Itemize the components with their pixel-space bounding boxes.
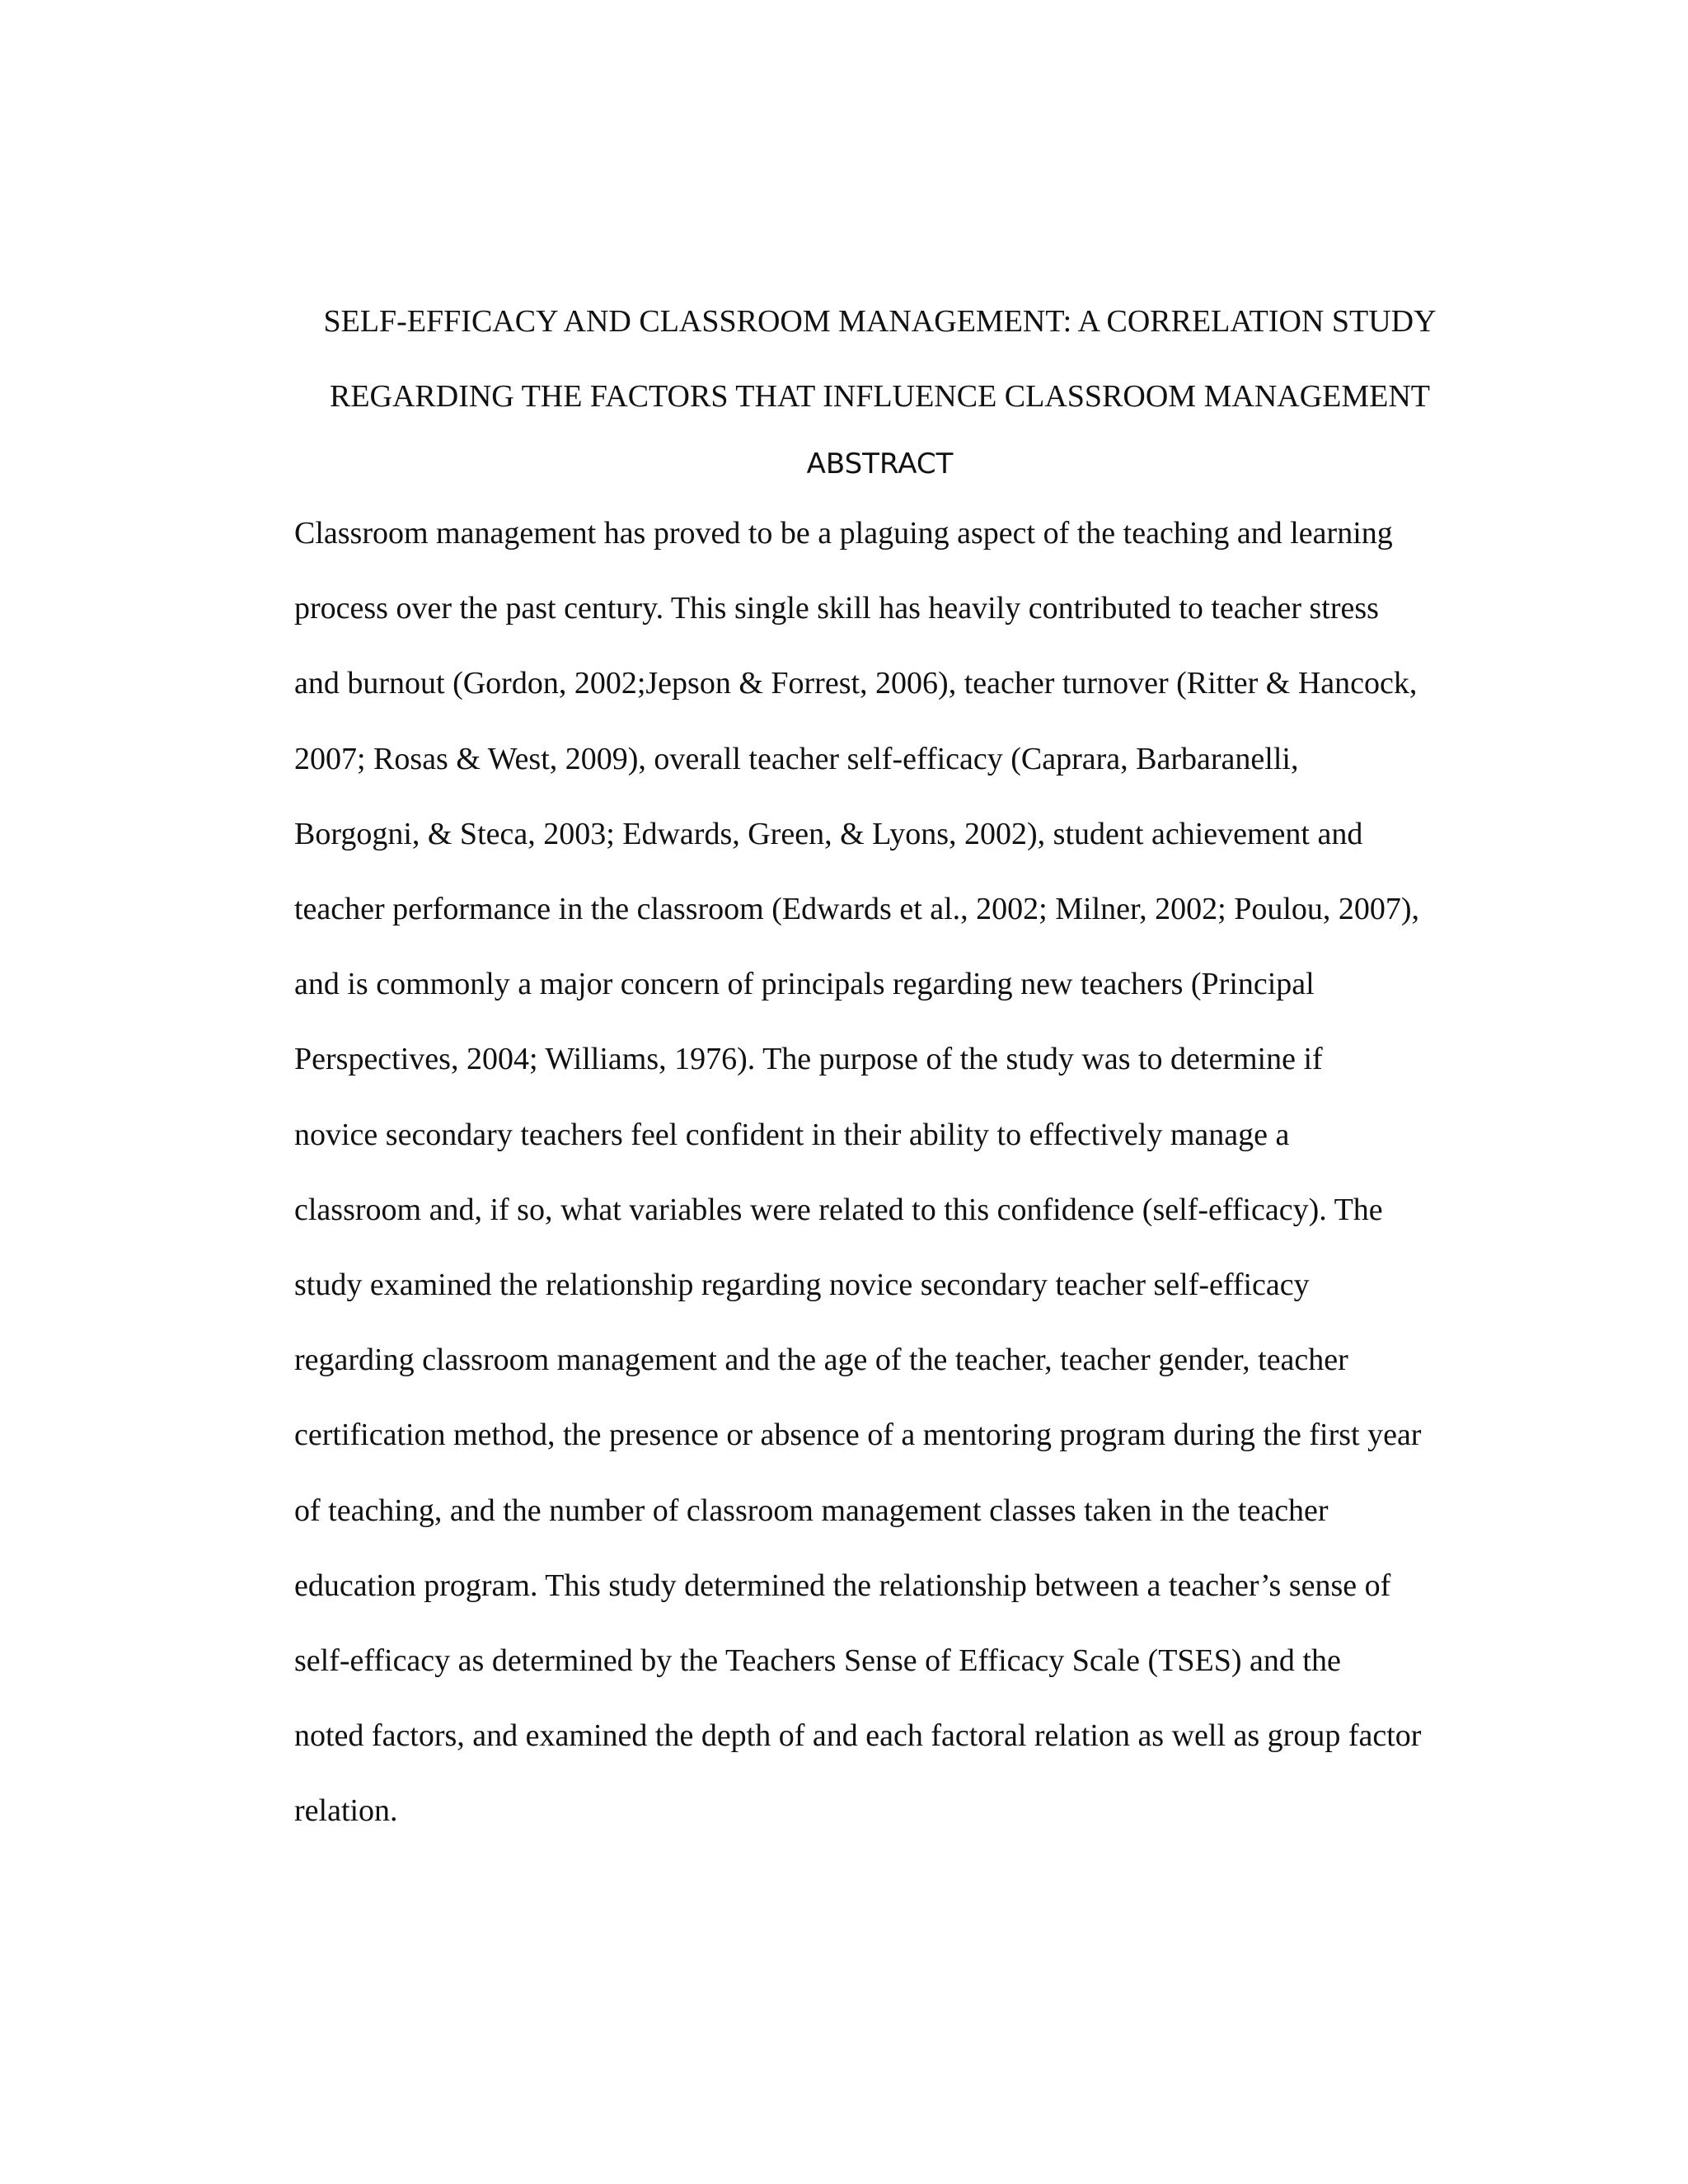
abstract-line: Perspectives, 2004; Williams, 1976). The purpose of the study was to determine if (294, 1042, 1323, 1077)
title-line: REGARDING THE FACTORS THAT INFLUENCE CLASSROOM MANAGEMENT (329, 379, 1431, 414)
abstract-line: education program. This study determined the relationship between a teacher’s sense of (294, 1568, 1391, 1603)
abstract-line: certification method, the presence or absence of a mentoring program during the first year (294, 1418, 1422, 1453)
abstract-line: Classroom management has proved to be a plaguing aspect of the teaching and learning (294, 516, 1393, 551)
abstract-line: of teaching, and the number of classroom management classes taken in the teacher (294, 1493, 1329, 1528)
abstract-line: relation. (294, 1793, 398, 1829)
abstract-line: process over the past century. This single skill has heavily contributed to teacher stress (294, 591, 1379, 626)
abstract-line: novice secondary teachers feel confident in their ability to effectively manage a (294, 1117, 1290, 1152)
abstract-line: regarding classroom management and the age of the teacher, teacher gender, teacher (294, 1343, 1348, 1378)
abstract-line: self-efficacy as determined by the Teachers Sense of Efficacy Scale (TSES) and the (294, 1643, 1341, 1679)
title-line: SELF-EFFICACY AND CLASSROOM MANAGEMENT: A CORRELATION STUDY (323, 304, 1437, 339)
abstract-line: Borgogni, & Steca, 2003; Edwards, Green, & Lyons, 2002), student achievement and (294, 816, 1363, 851)
abstract-line: classroom and, if so, what variables were related to this confidence (self-efficacy). The (294, 1192, 1383, 1227)
abstract-line: 2007; Rosas & West, 2009), overall teacher self-efficacy (Caprara, Barbaranelli, (294, 741, 1299, 776)
abstract-line: teacher performance in the classroom (Edwards et al., 2002; Milner, 2002; Poulou, 2007), (294, 892, 1420, 927)
abstract-line: and burnout (Gordon, 2002;Jepson & Forrest, 2006), teacher turnover (Ritter & Hancock, (294, 666, 1418, 701)
abstract-line: noted factors, and examined the depth of and each factoral relation as well as group factor (294, 1718, 1422, 1754)
document-title (280, 284, 1479, 434)
abstract-line: and is commonly a major concern of principals regarding new teachers (Principal (294, 967, 1315, 1002)
abstract-body (294, 496, 1489, 1849)
abstract-line: study examined the relationship regarding novice secondary teacher self-efficacy (294, 1268, 1310, 1303)
abstract-heading: ABSTRACT (806, 448, 954, 480)
